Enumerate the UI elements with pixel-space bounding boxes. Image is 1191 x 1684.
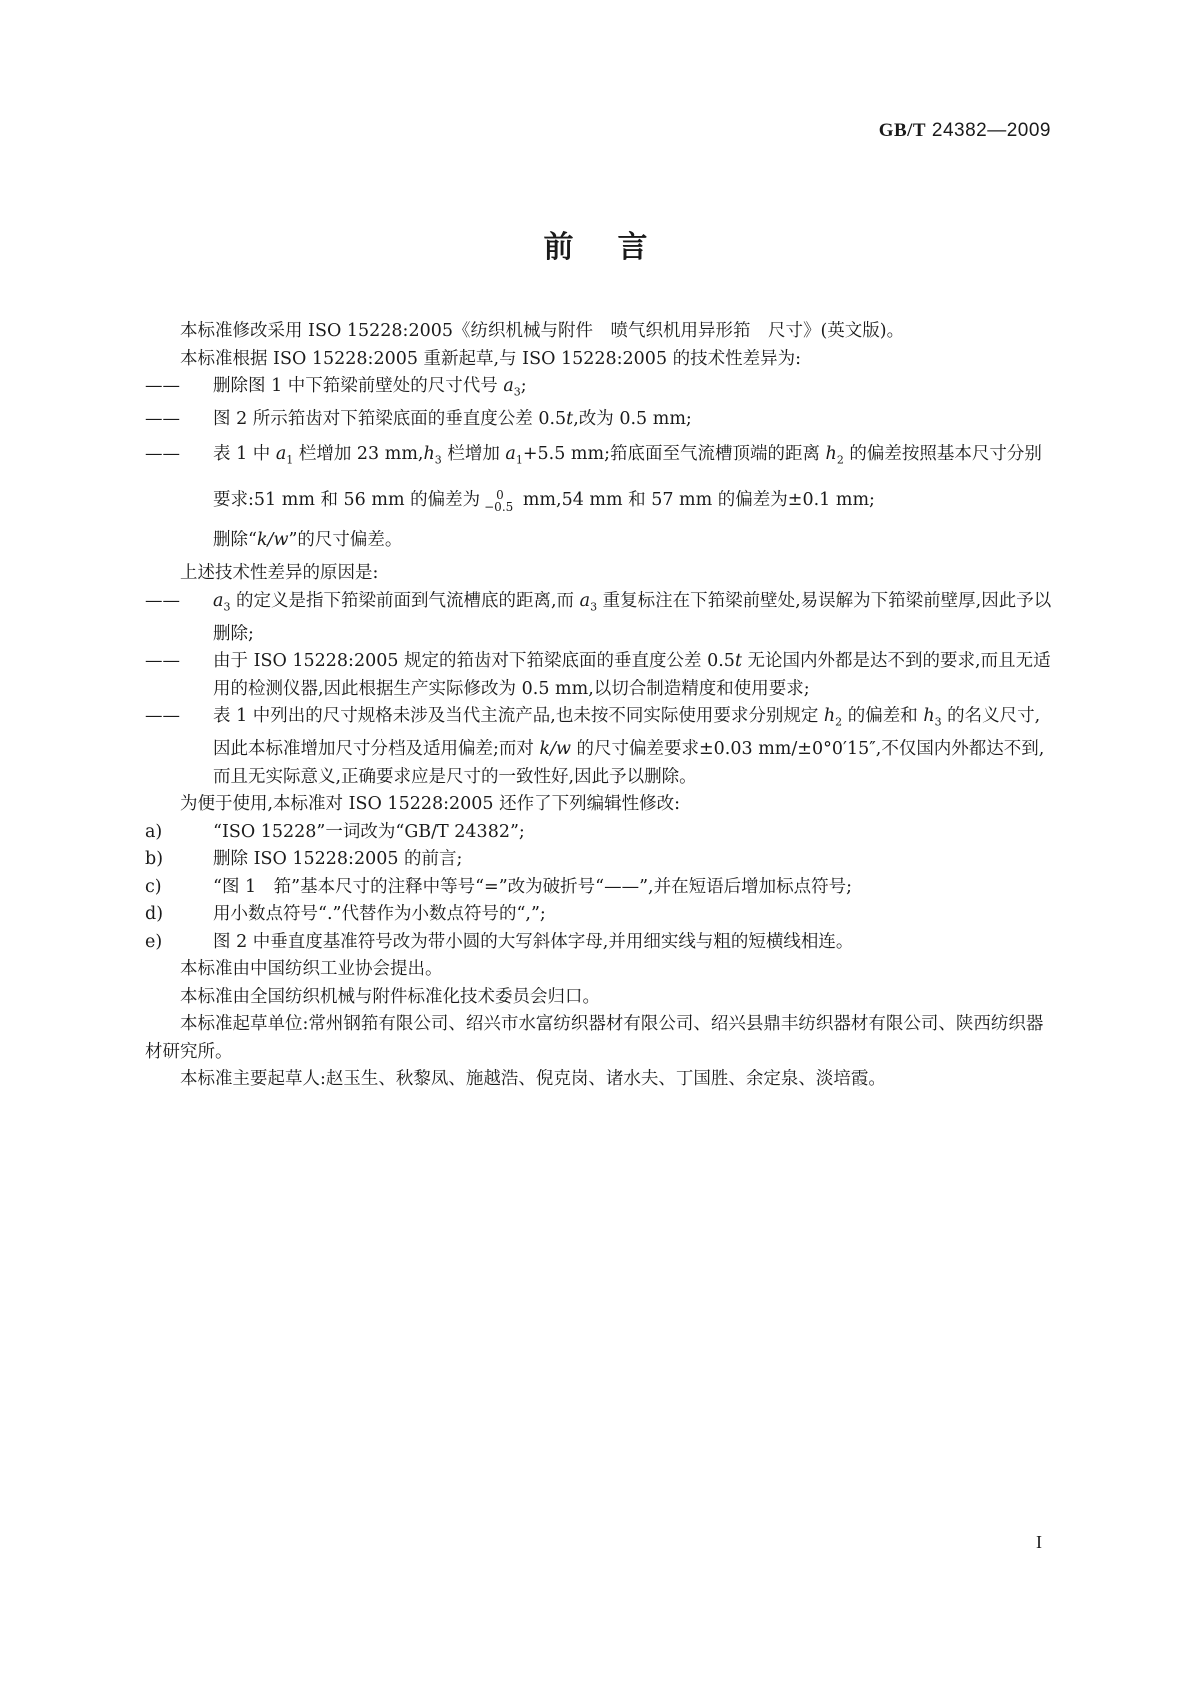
- dash-mark: ——: [145, 706, 180, 726]
- edit-item-e: e) 图 2 中垂直度基准符号改为带小圆的大写斜体字母,并用细实线与粗的短横线相连。: [145, 931, 854, 952]
- difference-item-1: —— 删除图 1 中下筘梁前壁处的尺寸代号 $a_3$;: [145, 373, 1057, 406]
- dash-mark: ——: [145, 376, 180, 396]
- paragraph-adoption: 本标准修改采用 ISO 15228:2005《纺织机械与附件 喷气织机用异形筘 尺寸》(英文版)。: [180, 321, 905, 341]
- paragraph-drafting-units: 本标准起草单位:常州钢筘有限公司、绍兴市水富纺织器材有限公司、绍兴县鼎丰纺织器材有限公司、陕西纺织器材研究所。: [145, 1014, 1044, 1062]
- reason-item-3: —— 表 1 中列出的尺寸规格未涉及当代主流产品,也未按不同实际使用要求分别规定 $h_2$ 的偏差和 $h_3$ 的名义尺寸,因此本标准增加尺寸分档及适用偏差;而对 k/w 的尺寸偏差要求±0.03 mm/±0°0′15″,不仅国内外都达不到,而且无实际意义,正确要求应是尺寸的一致性好,因此予以删除。: [145, 703, 1057, 791]
- standard-code: [879, 120, 1051, 142]
- edit-item-a: a) “ISO 15228”一词改为“GB/T 24382”;: [145, 821, 525, 842]
- reason-item-2: —— 由于 ISO 15228:2005 规定的筘齿对下筘梁底面的垂直度公差 0.5t 无论国内外都是达不到的要求,而且无适用的检测仪器,因此根据生产实际修改为 0.5 mm,以切合制造精度和使用要求;: [145, 648, 1057, 703]
- dash-mark: ——: [145, 443, 180, 464]
- standard-number: 24382—2009: [931, 120, 1051, 141]
- reason-item-1: —— $a_3$ 的定义是指下筘梁前面到气流槽底的距离,而 $a_3$ 重复标注在下筘梁前壁处,易误解为下筘梁前壁厚,因此予以删除;: [145, 588, 1057, 649]
- standard-prefix: GB/T: [878, 120, 927, 141]
- title-char-2: 言: [617, 230, 648, 265]
- paragraph-differences-intro: 本标准根据 ISO 15228:2005 重新起草,与 ISO 15228:2005 的技术性差异为:: [180, 348, 802, 369]
- edit-item-d: d) 用小数点符号“.”代替作为小数点符号的“,”;: [145, 904, 546, 924]
- paragraph-drafters: 本标准主要起草人:赵玉生、秋黎凤、施越浩、倪克岗、诸水夫、丁国胜、余定泉、淡培霞。: [180, 1069, 886, 1089]
- paragraph-editorial-intro: 为便于使用,本标准对 ISO 15228:2005 还作了下列编辑性修改:: [180, 794, 680, 814]
- edit-item-b: b) 删除 ISO 15228:2005 的前言;: [145, 849, 463, 869]
- title-char-1: 前: [543, 230, 574, 265]
- dash-mark: ——: [145, 409, 180, 429]
- page-number: I: [1036, 1532, 1042, 1552]
- paragraph-proposer: 本标准由中国纺织工业协会提出。: [180, 959, 443, 979]
- foreword-body: [145, 318, 1057, 1094]
- edit-item-c: c) “图 1 筘”基本尺寸的注释中等号“=”改为破折号“——”,并在短语后增加标点符号;: [145, 876, 852, 897]
- difference-item-3: —— 表 1 中 $a_1$ 栏增加 23 $mm,h_3$ 栏增加 $a_1+5.5$ mm;筘底面至气流槽顶端的距离 $h_2$ 的偏差按照基本尺寸分别要求:51 mm 和 56 mm 的偏差为 0 −0.5 mm,54 mm 和 57 mm 的偏差为±0.1 mm; 删除“k/w”的尺寸偏差。: [145, 434, 1057, 561]
- difference-item-2: —— 图 2 所示筘齿对下筘梁底面的垂直度公差 0.5t,改为 0.5 mm;: [145, 406, 1057, 434]
- tolerance-stack: 0 −0.5: [484, 487, 514, 514]
- paragraph-committee: 本标准由全国纺织机械与附件标准化技术委员会归口。: [180, 986, 600, 1007]
- paragraph-reasons-intro: 上述技术性差异的原因是:: [180, 563, 379, 583]
- dash-mark: ——: [145, 590, 180, 611]
- page-title: [0, 222, 1191, 266]
- dash-mark: ——: [145, 651, 180, 671]
